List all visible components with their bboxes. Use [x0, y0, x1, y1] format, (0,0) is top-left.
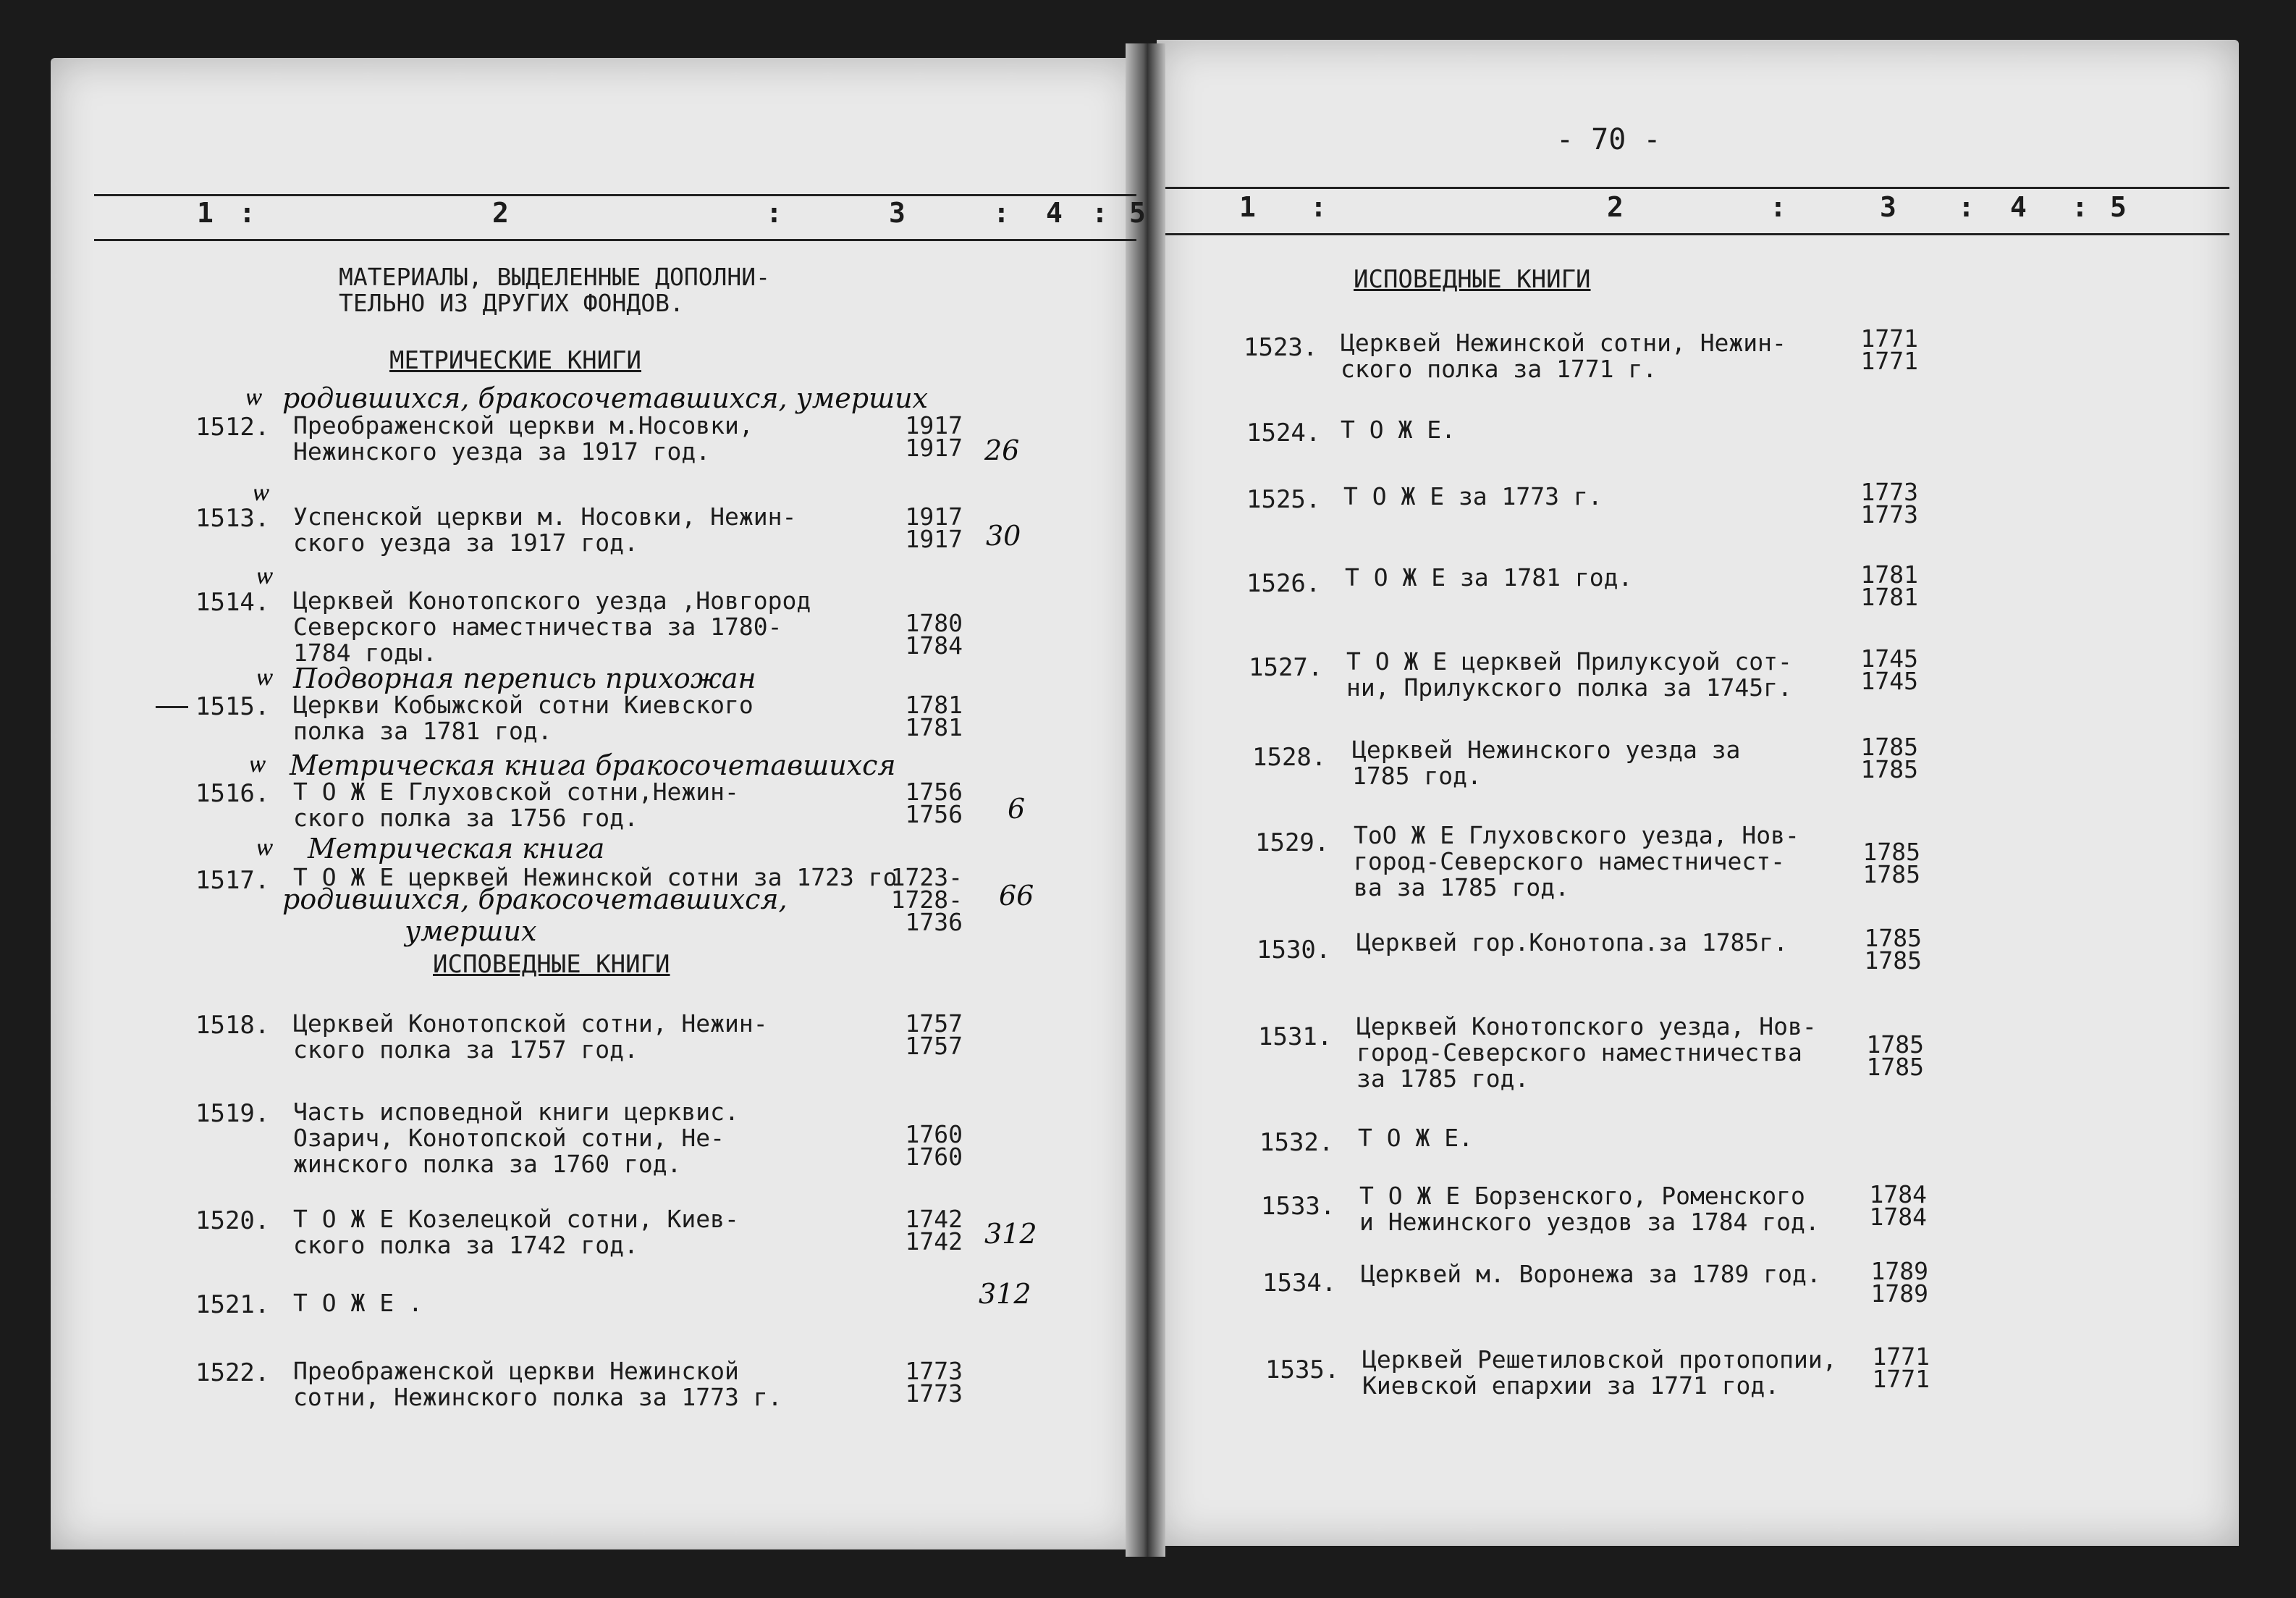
entry-years: 1773 1773	[1860, 478, 1918, 529]
entry-col4: 26	[984, 434, 1020, 466]
entry-text: Часть исповедной книги церквис. Озарич, Конотопской сотни, Не- жинского полка за 1760 год.	[293, 1098, 739, 1178]
check-mark: ѡ	[253, 478, 269, 507]
margin-dash	[156, 706, 188, 708]
entry-years: 1785 1785	[1862, 838, 1920, 888]
header-rule-top-left	[94, 194, 1136, 196]
entry-number: 1529.	[1255, 828, 1330, 857]
entry-text: Церквей м. Воронежа за 1789 год.	[1361, 1260, 1821, 1288]
right-page	[1157, 40, 2239, 1546]
entry-number: 1527.	[1249, 653, 1323, 682]
right-sep-2: :	[1770, 191, 1786, 223]
left-sep-1: :	[239, 197, 256, 229]
left-sep-3: :	[993, 197, 1010, 229]
entry-number: 1520.	[195, 1206, 270, 1235]
entry-number: 1518.	[195, 1011, 270, 1040]
check-mark: ѡ	[250, 749, 266, 778]
page-number: - 70 -	[1556, 123, 1661, 156]
entry-years: 1756 1756	[905, 778, 963, 828]
entry-number: 1530.	[1257, 935, 1331, 964]
right-col-5: 5	[2110, 191, 2127, 223]
header-rule-bottom-left	[94, 239, 1136, 241]
entry-text: Т О Ж Е .	[293, 1289, 423, 1317]
entry-text: Т О Ж Е.	[1358, 1124, 1473, 1152]
handwritten-note: Метрическая книга	[308, 833, 605, 865]
entry-number: 1516.	[195, 779, 270, 808]
entry-text: Т О Ж Е.	[1341, 416, 1456, 444]
entry-text: Церквей Нежинского уезда за 1785 год.	[1352, 736, 1741, 790]
left-sep-2: :	[766, 197, 782, 229]
entry-col4: 312	[984, 1218, 1037, 1250]
entry-text: Т О Ж Е церквей Прилуксуой сот- ни, Прилукского полка за 1745г.	[1346, 647, 1792, 702]
section-title: МАТЕРИАЛЫ, ВЫДЕЛЕННЫЕ ДОПОЛНИ- ТЕЛЬНО ИЗ ДРУГИХ ФОНДОВ.	[339, 263, 771, 317]
entry-col4: 6	[1008, 793, 1026, 825]
entry-number: 1513.	[195, 504, 270, 533]
entry-number: 1522.	[195, 1358, 270, 1387]
entry-text: Церквей Конотопского уезда ,Новгород Северского наместничества за 1780- 1784 годы.	[293, 586, 811, 667]
entry-number: 1521.	[195, 1290, 270, 1319]
entry-text: Церквей Нежинской сотни, Нежин- ского полка за 1771 г.	[1341, 329, 1786, 383]
entry-number: 1514.	[195, 588, 270, 617]
entry-text: Церкви Кобыжской сотни Киевского полка за 1781 год.	[293, 691, 754, 745]
check-mark: ѡ	[257, 663, 273, 691]
entry-text: Т О Ж Е церквей Нежинской сотни за 1723 го	[293, 863, 898, 891]
entry-years: 1757 1757	[905, 1009, 963, 1060]
right-sep-4: :	[2072, 191, 2088, 223]
entry-years: 1780 1784	[905, 609, 963, 660]
entry-text: Т О Ж Е Глуховской сотни,Нежин- ского полка за 1756 год.	[293, 778, 739, 832]
entry-number: 1517.	[195, 866, 270, 895]
check-mark: ѡ	[257, 561, 273, 590]
entry-number: 1535.	[1265, 1355, 1340, 1384]
right-sep-3: :	[1958, 191, 1975, 223]
entry-text: Успенской церкви м. Носовки, Нежин- ского уезда за 1917 год.	[293, 502, 797, 557]
left-col-1: 1	[197, 197, 214, 229]
entry-years: 1742 1742	[905, 1205, 963, 1256]
entry-years: 1917 1917	[905, 502, 963, 553]
entry-text: Т О Ж Е за 1781 год.	[1345, 563, 1633, 592]
confession-heading: ИСПОВЕДНЫЕ КНИГИ	[433, 950, 670, 979]
entry-number: 1525.	[1246, 485, 1321, 514]
entry-number: 1524.	[1246, 419, 1321, 447]
entry-years: 1723- 1728- 1736	[890, 863, 963, 936]
left-col-3: 3	[889, 197, 906, 229]
check-mark: ѡ	[246, 382, 262, 411]
right-col-2: 2	[1607, 191, 1624, 223]
entry-years: 1785 1785	[1860, 733, 1918, 783]
entry-text: Церквей Решетиловской протопопии, Киевской епархии за 1771 год.	[1362, 1345, 1837, 1400]
entry-text: Преображенской церкви м.Носовки, Нежинского уезда за 1917 год.	[293, 411, 754, 466]
entry-number: 1523.	[1244, 333, 1318, 362]
entry-number: 1526.	[1246, 569, 1321, 598]
entry-number: 1519.	[195, 1099, 270, 1128]
entry-text: Преображенской церкви Нежинской сотни, Нежинского полка за 1773 г.	[293, 1357, 782, 1411]
entry-text: ТоО Ж Е Глуховского уезда, Нов- город-Северского наместничест- ва за 1785 год.	[1354, 821, 1799, 901]
header-rule-bottom-right	[1165, 233, 2229, 235]
entry-years: 1917 1917	[905, 411, 963, 462]
left-sep-4: :	[1092, 197, 1108, 229]
entry-years: 1785 1785	[1866, 1030, 1924, 1081]
right-col-4: 4	[2010, 191, 2027, 223]
entry-text: Т О Ж Е Борзенского, Роменского и Нежинского уездов за 1784 год.	[1359, 1182, 1820, 1236]
entry-number: 1512.	[195, 413, 270, 442]
metric-heading: МЕТРИЧЕСКИЕ КНИГИ	[389, 346, 641, 375]
right-heading: ИСПОВЕДНЫЕ КНИГИ	[1354, 265, 1591, 294]
entry-col4: 66	[999, 880, 1034, 912]
entry-years: 1789 1789	[1870, 1257, 1928, 1308]
entry-number: 1533.	[1261, 1192, 1335, 1221]
entry-years: 1781 1781	[1860, 560, 1918, 611]
entry-number: 1532.	[1259, 1128, 1334, 1157]
entry-years: 1745 1745	[1860, 644, 1918, 695]
left-col-5: 5	[1129, 197, 1146, 229]
entry-years: 1785 1785	[1864, 924, 1922, 975]
entry-text: Церквей Конотопской сотни, Нежин- ского полка за 1757 год.	[293, 1009, 768, 1064]
handwritten-note-2: родившихся, бракосочетавшихся, умерших	[282, 883, 788, 947]
entry-years: 1760 1760	[905, 1120, 963, 1171]
entry-years: 1784 1784	[1869, 1180, 1927, 1231]
check-mark: ѡ	[257, 833, 273, 862]
entry-text: Церквей гор.Конотопа.за 1785г.	[1356, 928, 1789, 956]
left-col-2: 2	[492, 197, 509, 229]
entry-years: 1771 1771	[1872, 1342, 1930, 1393]
entry-number: 1531.	[1258, 1022, 1333, 1051]
handwritten-note: Метрическая книга бракосочетавшихся	[290, 749, 896, 781]
left-col-4: 4	[1046, 197, 1063, 229]
book-gutter	[1126, 43, 1165, 1557]
right-sep-1: :	[1310, 191, 1327, 223]
right-col-3: 3	[1880, 191, 1896, 223]
entry-number: 1528.	[1252, 743, 1327, 772]
entry-number: 1515.	[195, 692, 270, 721]
header-rule-top-right	[1165, 187, 2229, 189]
entry-text: Т О Ж Е за 1773 г.	[1343, 482, 1603, 510]
entry-text: Церквей Конотопского уезда, Нов- город-Северского наместничества за 1785 год.	[1356, 1012, 1817, 1093]
entry-col4: 30	[986, 520, 1021, 552]
handwritten-note: родившихся, бракосочетавшихся, умерших	[282, 382, 928, 414]
entry-years: 1773 1773	[905, 1357, 963, 1408]
entry-years: 1781 1781	[905, 691, 963, 741]
right-col-1: 1	[1239, 191, 1256, 223]
entry-years: 1771 1771	[1860, 324, 1918, 375]
handwritten-note: Подворная перепись прихожан	[293, 663, 756, 694]
entry-col4: 312	[979, 1278, 1031, 1310]
entry-text: Т О Ж Е Козелецкой сотни, Киев- ского полка за 1742 год.	[293, 1205, 739, 1259]
entry-number: 1534.	[1262, 1269, 1337, 1298]
